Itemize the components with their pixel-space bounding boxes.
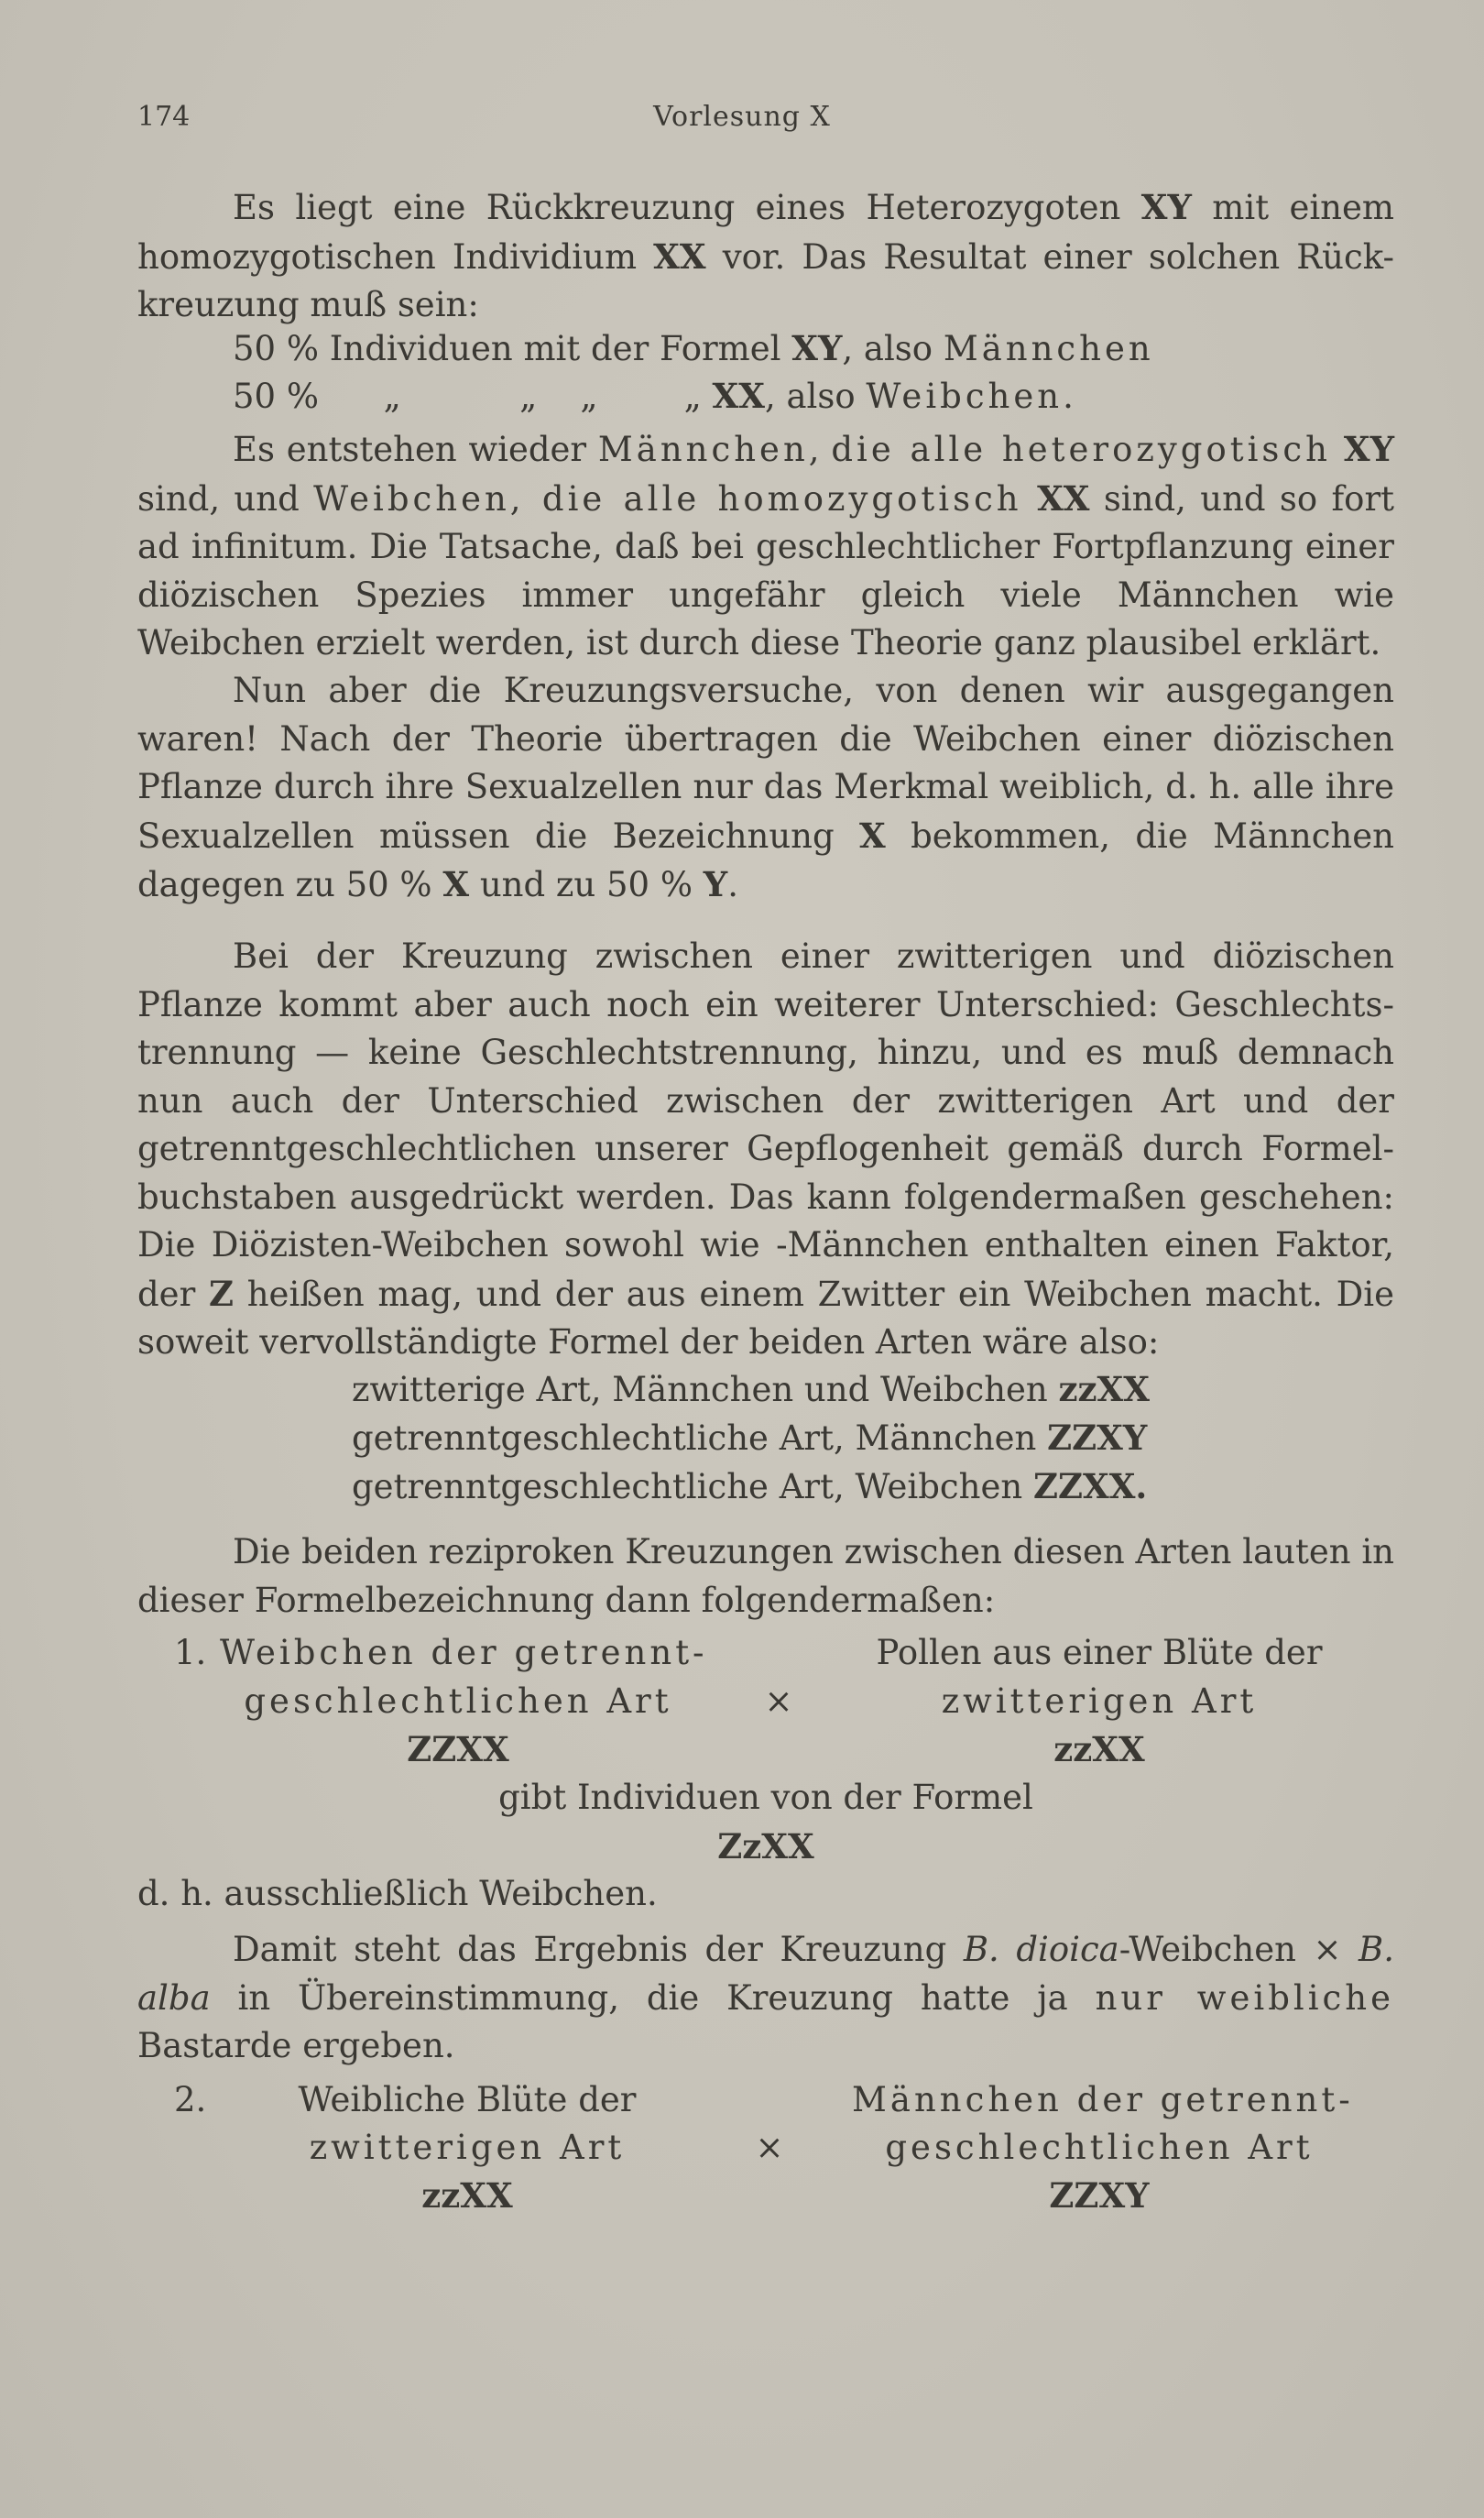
cross-2-right-line-1: Männchen der getrennt- <box>852 2080 1354 2119</box>
cross-2-times: × <box>755 2128 784 2167</box>
cross-1-result: gibt Individuen von der Formel <box>498 1778 1033 1817</box>
cross-2-left-line-1: Weibliche Blüte der <box>298 2080 637 2119</box>
page-number: 174 <box>137 101 191 133</box>
running-title: Vorlesung X <box>653 101 831 133</box>
paragraph-reciprocal: Die beiden reziproken Kreuzungen zwischen diesen Arten lauten in dieser Formelbezeichnung dann folgendermaßen: <box>137 1532 1395 1620</box>
cross-2-left-formula: zzXX <box>421 2175 513 2216</box>
formula-hermaphrodite: zwitterige Art, Männchen und Weibchen zzXX <box>352 1369 1150 1409</box>
page-header <box>137 101 1347 137</box>
cross-1-right-line-1: Pollen aus einer Blüte der <box>876 1633 1323 1672</box>
cross-1-right-line-2: zwitterigen Art <box>941 1681 1258 1721</box>
cross-1-right-formula: zzXX <box>1053 1729 1145 1769</box>
paragraph-heterozygous: Es entstehen wieder Männchen, die alle heterozygotisch XY sind, und Weibchen, die alle homozygotisch XX sind, und so fort ad infinitum. Die Tatsache, daß bei geschlechtlicher Fortpflanzung einer diözischen Spezies immer ungefähr gleich viele Männchen wie Weibchen erzielt werden, ist durch diese Theorie ganz plausibel erklärt. <box>137 429 1395 662</box>
ratio-line-1: 50 % Individuen mit der Formel XY, also Männchen <box>233 328 1154 368</box>
paragraph-backcross: Es liegt eine Rückkreuzung eines Heterozygoten XY mit einem homozygotischen Individium XX vor. Das Resultat einer solchen Rück- kreuzung muß sein: <box>137 187 1394 324</box>
cross-1-times: × <box>764 1681 793 1721</box>
formula-dioecious-male: getrenntgeschlechtliche Art, Männchen ZZXY <box>352 1418 1148 1458</box>
cross-1-left-formula: ZZXX <box>407 1729 509 1769</box>
ratio-line-2: 50 % „ „ „ „ XX, also Weibchen. <box>233 376 1077 416</box>
cross-1-result-formula: ZzXX <box>717 1826 814 1867</box>
cross-1-number: 1. <box>174 1633 207 1672</box>
formula-dioecious-female: getrenntgeschlechtliche Art, Weibchen ZZXX. <box>352 1466 1148 1506</box>
cross-2-left-line-2: zwitterigen Art <box>309 2128 626 2167</box>
cross-2-number: 2. <box>174 2080 207 2119</box>
cross-1-left-line-2: geschlechtlichen Art <box>244 1681 672 1721</box>
cross-2-right-line-2: geschlechtlichen Art <box>885 2128 1314 2167</box>
cross-1-left-line-1: Weibchen der getrennt- <box>220 1633 708 1672</box>
cross-1-note: d. h. ausschließlich Weibchen. <box>137 1874 658 1913</box>
paragraph-agreement: Damit steht das Ergebnis der Kreuzung B. dioica-Weibchen × B. alba in Übereinstimmung, die Kreuzung hatte ja nur weibliche Bastarde ergeben. <box>137 1930 1394 2065</box>
paragraph-crossing-experiments: Nun aber die Kreuzungsversuche, von denen wir ausgegangen waren! Nach der Theorie übertragen die Weibchen einer diözischen Pflanze durch ihre Sexualzellen nur das Merkmal weiblich, d. h. alle ihre Sexualzellen müssen die Bezeichnung X bekommen, die Männchen dagegen zu 50 % X und zu 50 % Y. <box>137 671 1394 904</box>
paragraph-factor-z: Bei der Kreuzung zwischen einer zwitterigen und diözischen Pflanze kommt aber auch noch ein weiterer Unterschied: Geschlechts-trennung — keine Geschlechtstrennung, hinzu, und es muß demnach nun auch der Unterschied zwischen der zwitterigen Art und der getrenntgeschlechtlichen unserer Gepflogenheit gemäß durch Formel-buchstaben ausgedrückt werden. Das kann folgendermaßen geschehen: Die Diözisten-Weibchen sowohl wie -Männchen enthalten einen Faktor, der Z heißen mag, und der aus einem Zwitter ein Weibchen macht. Die soweit vervollständigte Formel der beiden Arten wäre also: <box>137 936 1394 1362</box>
cross-2-right-formula: ZZXY <box>1049 2175 1150 2216</box>
